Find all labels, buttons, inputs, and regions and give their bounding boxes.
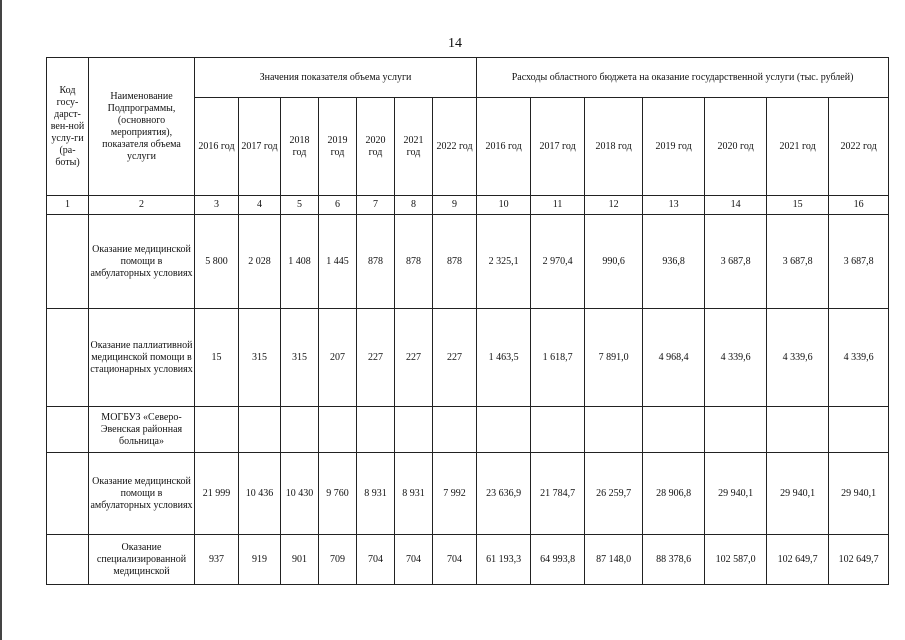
row-expense: 936,8	[643, 215, 705, 309]
row-expense	[643, 407, 705, 453]
row-expense	[767, 407, 829, 453]
column-number-row	[47, 196, 889, 215]
header-value-year: 2021 год	[395, 98, 433, 196]
column-number: 16	[829, 196, 889, 215]
row-expense: 102 587,0	[705, 535, 767, 585]
row-expense: 3 687,8	[705, 215, 767, 309]
header-expense-year: 2017 год	[531, 98, 585, 196]
column-number: 7	[357, 196, 395, 215]
header-expense-year: 2021 год	[767, 98, 829, 196]
column-number: 10	[477, 196, 531, 215]
row-value: 704	[433, 535, 477, 585]
row-expense: 4 968,4	[643, 309, 705, 407]
row-code	[47, 215, 89, 309]
row-value: 227	[395, 309, 433, 407]
row-expense: 29 940,1	[705, 453, 767, 535]
row-value: 227	[357, 309, 395, 407]
row-expense: 61 193,3	[477, 535, 531, 585]
column-number: 4	[239, 196, 281, 215]
header-expense-year: 2019 год	[643, 98, 705, 196]
column-number: 9	[433, 196, 477, 215]
row-expense: 23 636,9	[477, 453, 531, 535]
row-value: 901	[281, 535, 319, 585]
row-code	[47, 309, 89, 407]
row-expense: 2 325,1	[477, 215, 531, 309]
column-number: 12	[585, 196, 643, 215]
row-expense: 990,6	[585, 215, 643, 309]
row-expense	[705, 407, 767, 453]
row-value: 878	[395, 215, 433, 309]
header-expenses-group: Расходы областного бюджета на оказание государственной услуги (тыс. рублей)	[477, 58, 889, 98]
header-value-year: 2016 год	[195, 98, 239, 196]
row-name: Оказание медицинской помощи в амбулаторных условиях	[89, 215, 195, 309]
row-expense: 1 463,5	[477, 309, 531, 407]
row-value: 5 800	[195, 215, 239, 309]
row-value	[239, 407, 281, 453]
column-number: 13	[643, 196, 705, 215]
header-expense-year: 2018 год	[585, 98, 643, 196]
row-expense: 3 687,8	[829, 215, 889, 309]
row-code	[47, 407, 89, 453]
row-value: 9 760	[319, 453, 357, 535]
header-code: Код госу-дарст-вен-ной услу-ги (ра-боты)	[47, 58, 89, 196]
row-expense	[585, 407, 643, 453]
row-name: Оказание специализированной медицинской	[89, 535, 195, 585]
row-value	[319, 407, 357, 453]
header-value-year: 2022 год	[433, 98, 477, 196]
row-value: 315	[281, 309, 319, 407]
row-value: 315	[239, 309, 281, 407]
row-expense: 4 339,6	[705, 309, 767, 407]
row-expense: 3 687,8	[767, 215, 829, 309]
column-number: 3	[195, 196, 239, 215]
row-name: Оказание паллиативной медицинской помощи в стационарных условиях	[89, 309, 195, 407]
row-value: 227	[433, 309, 477, 407]
column-number: 14	[705, 196, 767, 215]
row-value	[281, 407, 319, 453]
column-number: 8	[395, 196, 433, 215]
row-value: 7 992	[433, 453, 477, 535]
row-value: 919	[239, 535, 281, 585]
header-value-year: 2017 год	[239, 98, 281, 196]
header-value-year: 2019 год	[319, 98, 357, 196]
row-value: 1 445	[319, 215, 357, 309]
row-expense: 102 649,7	[829, 535, 889, 585]
header-expense-year: 2022 год	[829, 98, 889, 196]
header-value-year: 2018 год	[281, 98, 319, 196]
row-expense: 29 940,1	[829, 453, 889, 535]
row-expense	[477, 407, 531, 453]
row-expense: 28 906,8	[643, 453, 705, 535]
header-values-group: Значения показателя объема услуги	[195, 58, 477, 98]
row-value: 207	[319, 309, 357, 407]
row-expense: 88 378,6	[643, 535, 705, 585]
row-value: 21 999	[195, 453, 239, 535]
column-number: 5	[281, 196, 319, 215]
row-value: 704	[395, 535, 433, 585]
row-expense: 29 940,1	[767, 453, 829, 535]
column-number: 1	[47, 196, 89, 215]
row-value	[395, 407, 433, 453]
row-value: 10 430	[281, 453, 319, 535]
header-expense-year: 2016 год	[477, 98, 531, 196]
row-expense: 64 993,8	[531, 535, 585, 585]
column-number: 11	[531, 196, 585, 215]
row-expense: 2 970,4	[531, 215, 585, 309]
column-number: 6	[319, 196, 357, 215]
row-value: 2 028	[239, 215, 281, 309]
row-expense: 4 339,6	[767, 309, 829, 407]
row-value: 1 408	[281, 215, 319, 309]
header-value-year: 2020 год	[357, 98, 395, 196]
row-expense: 87 148,0	[585, 535, 643, 585]
row-expense: 26 259,7	[585, 453, 643, 535]
row-value: 709	[319, 535, 357, 585]
row-expense: 1 618,7	[531, 309, 585, 407]
table-row	[47, 535, 889, 585]
row-expense: 102 649,7	[767, 535, 829, 585]
row-value: 878	[433, 215, 477, 309]
row-expense: 4 339,6	[829, 309, 889, 407]
header-name: Наименование Подпрограммы, (основного мероприятия), показателя объема услуги	[89, 58, 195, 196]
row-code	[47, 453, 89, 535]
column-number: 15	[767, 196, 829, 215]
header-expense-year: 2020 год	[705, 98, 767, 196]
table-row	[47, 215, 889, 309]
row-value: 15	[195, 309, 239, 407]
table-row	[47, 309, 889, 407]
row-value: 10 436	[239, 453, 281, 535]
row-value	[357, 407, 395, 453]
row-value	[195, 407, 239, 453]
row-value: 8 931	[357, 453, 395, 535]
row-value: 878	[357, 215, 395, 309]
table-row	[47, 453, 889, 535]
row-name: МОГБУЗ «Северо-Эвенская районная больница»	[89, 407, 195, 453]
row-expense: 21 784,7	[531, 453, 585, 535]
page-number: 14	[448, 36, 462, 51]
budget-table	[46, 57, 889, 585]
row-name: Оказание медицинской помощи в амбулаторных условиях	[89, 453, 195, 535]
row-value	[433, 407, 477, 453]
row-value: 937	[195, 535, 239, 585]
page-edge-line	[0, 0, 2, 640]
row-expense	[531, 407, 585, 453]
row-code	[47, 535, 89, 585]
column-number: 2	[89, 196, 195, 215]
row-value: 8 931	[395, 453, 433, 535]
row-value: 704	[357, 535, 395, 585]
row-expense	[829, 407, 889, 453]
table-row	[47, 407, 889, 453]
row-expense: 7 891,0	[585, 309, 643, 407]
